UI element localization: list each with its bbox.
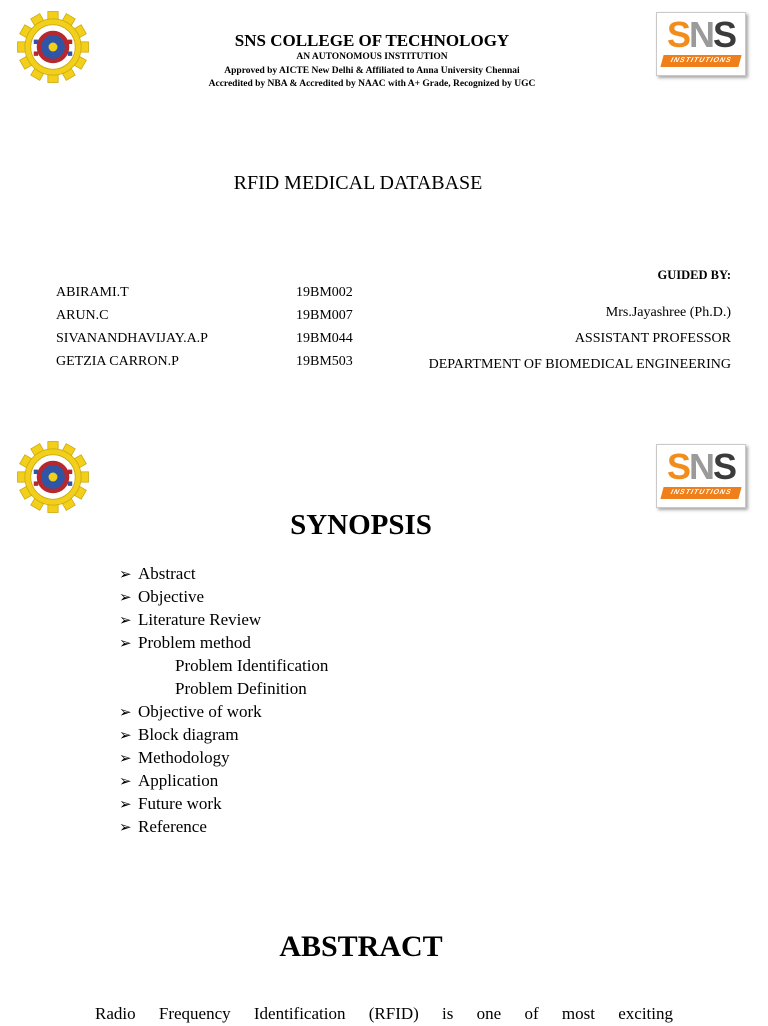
guided-by-label: GUIDED BY:: [657, 268, 731, 282]
student-reg-no: 19BM503: [296, 354, 353, 369]
list-item: ➢ Future work: [119, 792, 328, 815]
student-name: GETZIA CARRON.P: [56, 354, 179, 369]
college-name: SNS COLLEGE OF TECHNOLOGY: [234, 31, 510, 50]
student-name: ABIRAMI.T: [56, 285, 129, 300]
list-item: ➢ Objective: [119, 585, 328, 608]
synopsis-list: [119, 562, 328, 838]
list-item: ➢ Reference: [119, 815, 328, 838]
arrow-bullet-icon: ➢: [119, 774, 132, 790]
project-title: RFID MEDICAL DATABASE: [233, 172, 483, 194]
guide-designation: ASSISTANT PROFESSOR: [574, 331, 731, 346]
student-name: SIVANANDHAVIJAY.A.P: [56, 331, 208, 346]
approval-line: Approved by AICTE New Delhi & Affiliated to Anna University Chennai: [224, 66, 520, 76]
college-emblem-logo: [16, 10, 90, 84]
sns-logo-band: INSTITUTIONS: [660, 55, 741, 67]
abstract-heading: ABSTRACT: [279, 930, 443, 963]
gear-emblem-icon: [16, 10, 90, 84]
list-item: ➢ Objective of work: [119, 700, 328, 723]
sns-logo-wordmark: SNS: [666, 14, 736, 55]
accreditation-line: Accredited by NBA & Accredited by NAAC with A+ Grade, Recognized by UGC: [208, 79, 536, 89]
sns-logo-wordmark: SNS: [666, 446, 736, 487]
gear-emblem-icon: [16, 440, 90, 514]
student-reg-no: 19BM007: [296, 308, 353, 323]
arrow-bullet-icon: ➢: [119, 797, 132, 813]
arrow-bullet-icon: ➢: [119, 820, 132, 836]
guide-department: DEPARTMENT OF BIOMEDICAL ENGINEERING: [428, 357, 731, 372]
arrow-bullet-icon: ➢: [119, 728, 132, 744]
list-subitem: Problem Definition: [175, 679, 307, 698]
arrow-bullet-icon: ➢: [119, 613, 132, 629]
arrow-bullet-icon: ➢: [119, 705, 132, 721]
student-reg-no: 19BM044: [296, 331, 353, 346]
arrow-bullet-icon: ➢: [119, 567, 132, 583]
sns-institutions-logo: [656, 444, 746, 508]
list-item: ➢ Literature Review: [119, 608, 328, 631]
sns-logo-band: INSTITUTIONS: [660, 487, 741, 499]
list-item: ➢ Problem method: [119, 631, 328, 654]
arrow-bullet-icon: ➢: [119, 590, 132, 606]
list-item: ➢ Block diagram: [119, 723, 328, 746]
list-item: ➢ Application: [119, 769, 328, 792]
abstract-paragraph: Radio Frequency Identification (RFID) is one of most exciting: [95, 1004, 673, 1023]
list-item: ➢ Abstract: [119, 562, 328, 585]
college-emblem-logo: [16, 440, 90, 514]
guide-name: Mrs.Jayashree (Ph.D.): [605, 305, 731, 320]
arrow-bullet-icon: ➢: [119, 636, 132, 652]
arrow-bullet-icon: ➢: [119, 751, 132, 767]
synopsis-heading: SYNOPSIS: [290, 509, 432, 541]
student-name: ARUN.C: [56, 308, 109, 323]
institution-type: AN AUTONOMOUS INSTITUTION: [296, 52, 448, 62]
sns-institutions-logo: [656, 12, 746, 76]
list-item: ➢ Methodology: [119, 746, 328, 769]
student-reg-no: 19BM002: [296, 285, 353, 300]
list-subitem: Problem Identification: [175, 656, 329, 675]
